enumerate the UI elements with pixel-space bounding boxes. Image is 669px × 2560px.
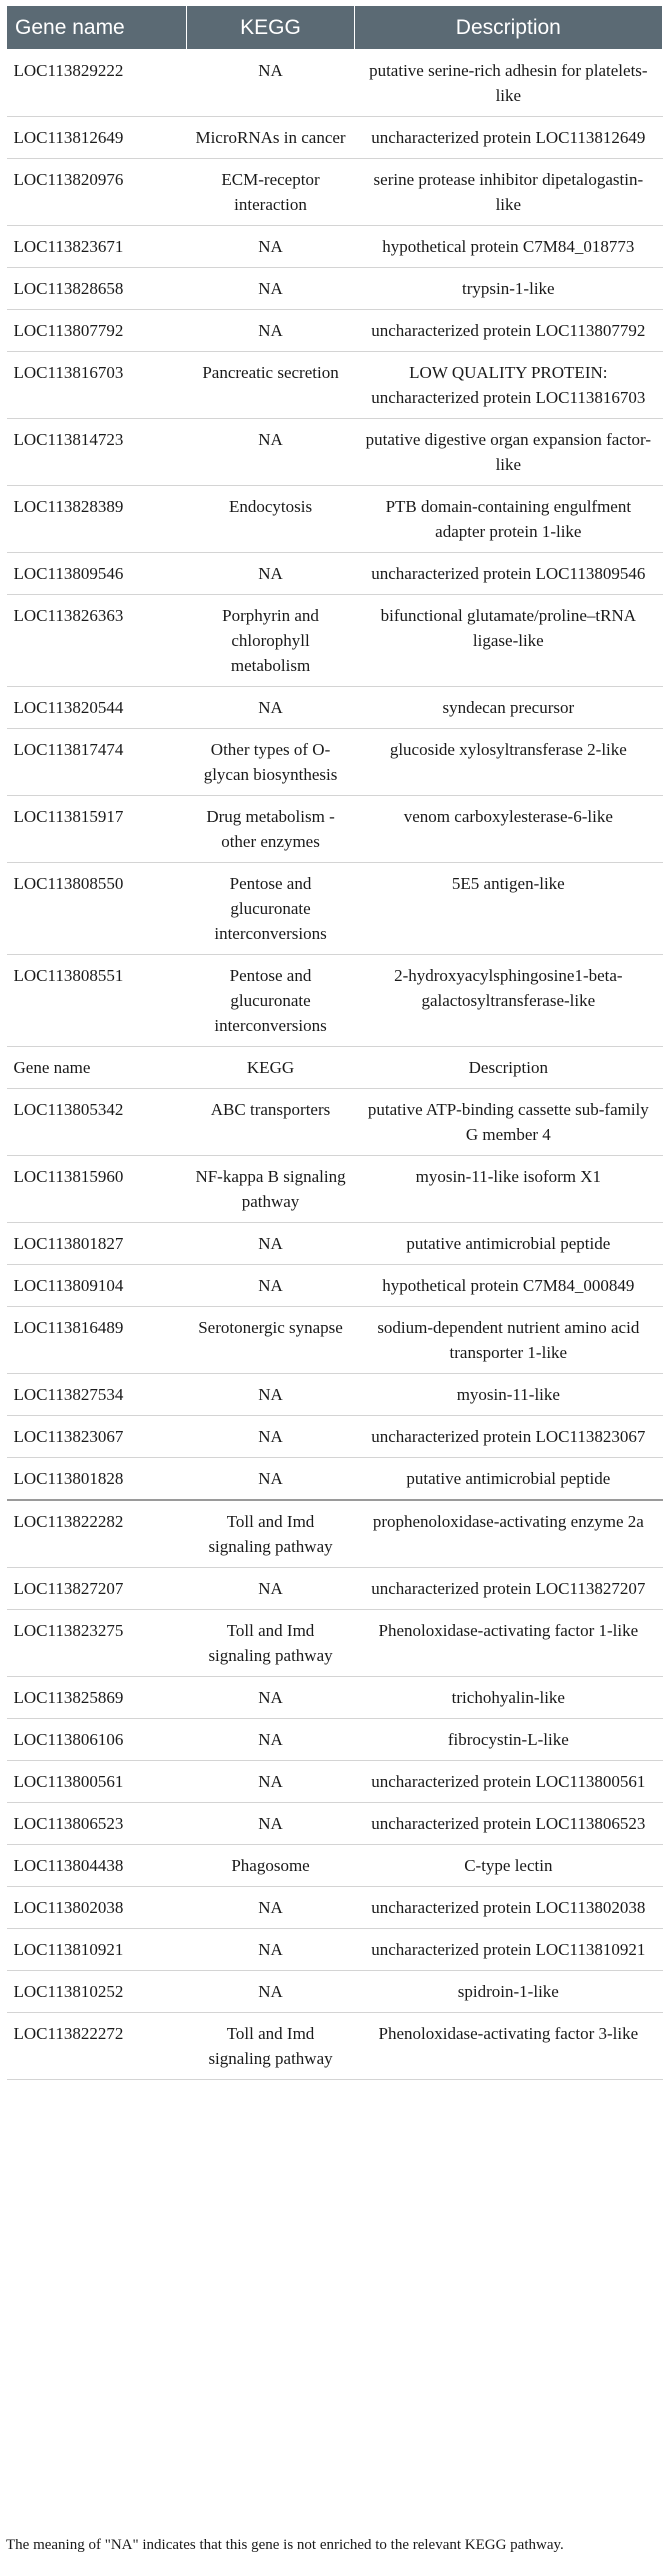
table-row: [7, 595, 663, 687]
table-row: [7, 1416, 663, 1458]
description-cell: venom carboxylesterase-6-like: [354, 796, 662, 863]
description-cell: uncharacterized protein LOC113810921: [354, 1929, 662, 1971]
kegg-cell: Pentose and glucuronate interconversions: [187, 955, 354, 1047]
kegg-cell: NA: [187, 226, 354, 268]
gene-name-cell: LOC113825869: [7, 1677, 187, 1719]
kegg-cell: NA: [187, 268, 354, 310]
description-cell: uncharacterized protein LOC113823067: [354, 1416, 662, 1458]
gene-name-cell: LOC113801828: [7, 1458, 187, 1501]
description-cell: putative antimicrobial peptide: [354, 1458, 662, 1501]
description-cell: uncharacterized protein LOC113800561: [354, 1761, 662, 1803]
gene-name-cell: LOC113808550: [7, 863, 187, 955]
description-cell: 2-hydroxyacylsphingosine1-beta-galactosyltransferase-like: [354, 955, 662, 1047]
table-row: [7, 1677, 663, 1719]
description-cell: hypothetical protein C7M84_018773: [354, 226, 662, 268]
kegg-cell: NA: [187, 1677, 354, 1719]
gene-name-cell: LOC113806106: [7, 1719, 187, 1761]
gene-table: [6, 5, 663, 2080]
header-gene-name: Gene name: [7, 6, 187, 50]
gene-name-cell: LOC113810252: [7, 1971, 187, 2013]
table-subheader-row: [7, 1047, 663, 1089]
table-row: [7, 1156, 663, 1223]
table-row: [7, 117, 663, 159]
kegg-cell: Pentose and glucuronate interconversions: [187, 863, 354, 955]
gene-name-cell: LOC113814723: [7, 419, 187, 486]
gene-name-cell: LOC113823067: [7, 1416, 187, 1458]
kegg-cell: NA: [187, 1568, 354, 1610]
gene-name-cell: LOC113827534: [7, 1374, 187, 1416]
table-row: [7, 553, 663, 595]
description-cell: putative antimicrobial peptide: [354, 1223, 662, 1265]
description-cell: glucoside xylosyltransferase 2-like: [354, 729, 662, 796]
description-cell: putative digestive organ expansion factor-like: [354, 419, 662, 486]
table-footnote: The meaning of "NA" indicates that this gene is not enriched to the relevant KEGG pathway.: [6, 2537, 564, 2553]
table-row: [7, 50, 663, 117]
table-row: [7, 486, 663, 553]
table-row: [7, 1374, 663, 1416]
header-description: Description: [354, 6, 662, 50]
gene-name-cell: LOC113807792: [7, 310, 187, 352]
table-row: [7, 1458, 663, 1501]
gene-name-cell: LOC113820544: [7, 687, 187, 729]
description-cell: Phenoloxidase-activating factor 1-like: [354, 1610, 662, 1677]
kegg-cell: NA: [187, 1374, 354, 1416]
gene-name-cell: LOC113810921: [7, 1929, 187, 1971]
description-cell: spidroin-1-like: [354, 1971, 662, 2013]
kegg-cell: NA: [187, 1416, 354, 1458]
table-row: [7, 1610, 663, 1677]
gene-name-cell: LOC113816489: [7, 1307, 187, 1374]
description-cell: uncharacterized protein LOC113806523: [354, 1803, 662, 1845]
description-cell: uncharacterized protein LOC113802038: [354, 1887, 662, 1929]
gene-name-cell: LOC113828389: [7, 486, 187, 553]
description-cell: serine protease inhibitor dipetalogastin-like: [354, 159, 662, 226]
kegg-cell: Serotonergic synapse: [187, 1307, 354, 1374]
gene-name-cell: LOC113809104: [7, 1265, 187, 1307]
description-cell: trypsin-1-like: [354, 268, 662, 310]
gene-name-cell: LOC113801827: [7, 1223, 187, 1265]
table-row: [7, 1089, 663, 1156]
description-cell: Phenoloxidase-activating factor 3-like: [354, 2013, 662, 2080]
table-row: [7, 863, 663, 955]
kegg-cell: Toll and Imd signaling pathway: [187, 2013, 354, 2080]
description-cell: uncharacterized protein LOC113812649: [354, 117, 662, 159]
table-row: [7, 729, 663, 796]
table-row: [7, 419, 663, 486]
description-cell: uncharacterized protein LOC113807792: [354, 310, 662, 352]
description-cell: sodium-dependent nutrient amino acid transporter 1-like: [354, 1307, 662, 1374]
gene-name-cell: LOC113805342: [7, 1089, 187, 1156]
kegg-cell: ECM-receptor interaction: [187, 159, 354, 226]
description-cell: fibrocystin-L-like: [354, 1719, 662, 1761]
description-cell: prophenoloxidase-activating enzyme 2a: [354, 1500, 662, 1568]
kegg-cell: NA: [187, 1265, 354, 1307]
description-cell: myosin-11-like: [354, 1374, 662, 1416]
kegg-cell: ABC transporters: [187, 1089, 354, 1156]
kegg-cell: NA: [187, 1803, 354, 1845]
kegg-cell: NA: [187, 687, 354, 729]
gene-name-cell: LOC113823671: [7, 226, 187, 268]
kegg-cell: NA: [187, 1458, 354, 1501]
table-row: [7, 1803, 663, 1845]
table-row: [7, 352, 663, 419]
description-cell: 5E5 antigen-like: [354, 863, 662, 955]
description-cell: trichohyalin-like: [354, 1677, 662, 1719]
table-row: [7, 1845, 663, 1887]
description-cell: syndecan precursor: [354, 687, 662, 729]
table-row: [7, 226, 663, 268]
description-cell: C-type lectin: [354, 1845, 662, 1887]
table-row: [7, 1568, 663, 1610]
kegg-cell: Drug metabolism - other enzymes: [187, 796, 354, 863]
header-kegg: KEGG: [187, 6, 354, 50]
kegg-cell: Porphyrin and chlorophyll metabolism: [187, 595, 354, 687]
kegg-cell: Pancreatic secretion: [187, 352, 354, 419]
kegg-cell: Phagosome: [187, 1845, 354, 1887]
kegg-cell: NA: [187, 1887, 354, 1929]
description-cell: hypothetical protein C7M84_000849: [354, 1265, 662, 1307]
table-row: [7, 1223, 663, 1265]
gene-name-cell: LOC113826363: [7, 595, 187, 687]
table-row: [7, 159, 663, 226]
kegg-cell: NA: [187, 50, 354, 117]
gene-name-cell: LOC113817474: [7, 729, 187, 796]
gene-name-cell: LOC113812649: [7, 117, 187, 159]
gene-name-cell: LOC113808551: [7, 955, 187, 1047]
table-header: [7, 6, 663, 50]
table-row: [7, 687, 663, 729]
table-row: [7, 310, 663, 352]
gene-name-cell: LOC113822282: [7, 1500, 187, 1568]
gene-name-cell: LOC113828658: [7, 268, 187, 310]
description-cell: bifunctional glutamate/proline–tRNA ligase-like: [354, 595, 662, 687]
kegg-cell: NA: [187, 1761, 354, 1803]
table-row: [7, 268, 663, 310]
gene-name-cell: LOC113802038: [7, 1887, 187, 1929]
table-row: [7, 1761, 663, 1803]
description-cell: Description: [354, 1047, 662, 1089]
table-row: [7, 1265, 663, 1307]
kegg-cell: Toll and Imd signaling pathway: [187, 1610, 354, 1677]
kegg-cell: Toll and Imd signaling pathway: [187, 1500, 354, 1568]
table-row: [7, 1307, 663, 1374]
table-row: [7, 1929, 663, 1971]
description-cell: uncharacterized protein LOC113809546: [354, 553, 662, 595]
table-row: [7, 1500, 663, 1568]
kegg-cell: Other types of O-glycan biosynthesis: [187, 729, 354, 796]
kegg-cell: NA: [187, 419, 354, 486]
table-row: [7, 1887, 663, 1929]
gene-name-cell: LOC113815960: [7, 1156, 187, 1223]
header-row: [7, 6, 663, 50]
gene-name-cell: LOC113827207: [7, 1568, 187, 1610]
gene-name-cell: LOC113806523: [7, 1803, 187, 1845]
description-cell: uncharacterized protein LOC113827207: [354, 1568, 662, 1610]
gene-name-cell: LOC113829222: [7, 50, 187, 117]
kegg-cell: NA: [187, 1719, 354, 1761]
table-body: [7, 50, 663, 2080]
description-cell: putative serine-rich adhesin for platelets-like: [354, 50, 662, 117]
table-row: [7, 1971, 663, 2013]
kegg-cell: KEGG: [187, 1047, 354, 1089]
gene-name-cell: LOC113816703: [7, 352, 187, 419]
gene-name-cell: LOC113822272: [7, 2013, 187, 2080]
kegg-cell: Endocytosis: [187, 486, 354, 553]
kegg-cell: MicroRNAs in cancer: [187, 117, 354, 159]
kegg-cell: NA: [187, 1971, 354, 2013]
gene-name-cell: LOC113823275: [7, 1610, 187, 1677]
table-row: [7, 955, 663, 1047]
table-row: [7, 796, 663, 863]
kegg-cell: NA: [187, 1223, 354, 1265]
kegg-cell: NF-kappa B signaling pathway: [187, 1156, 354, 1223]
gene-name-cell: LOC113815917: [7, 796, 187, 863]
gene-name-cell: Gene name: [7, 1047, 187, 1089]
gene-name-cell: LOC113809546: [7, 553, 187, 595]
kegg-cell: NA: [187, 1929, 354, 1971]
description-cell: LOW QUALITY PROTEIN: uncharacterized protein LOC113816703: [354, 352, 662, 419]
gene-name-cell: LOC113800561: [7, 1761, 187, 1803]
table-row: [7, 1719, 663, 1761]
kegg-cell: NA: [187, 310, 354, 352]
kegg-cell: NA: [187, 553, 354, 595]
gene-name-cell: LOC113820976: [7, 159, 187, 226]
table-row: [7, 2013, 663, 2080]
gene-name-cell: LOC113804438: [7, 1845, 187, 1887]
description-cell: PTB domain-containing engulfment adapter protein 1-like: [354, 486, 662, 553]
description-cell: myosin-11-like isoform X1: [354, 1156, 662, 1223]
description-cell: putative ATP-binding cassette sub-family G member 4: [354, 1089, 662, 1156]
